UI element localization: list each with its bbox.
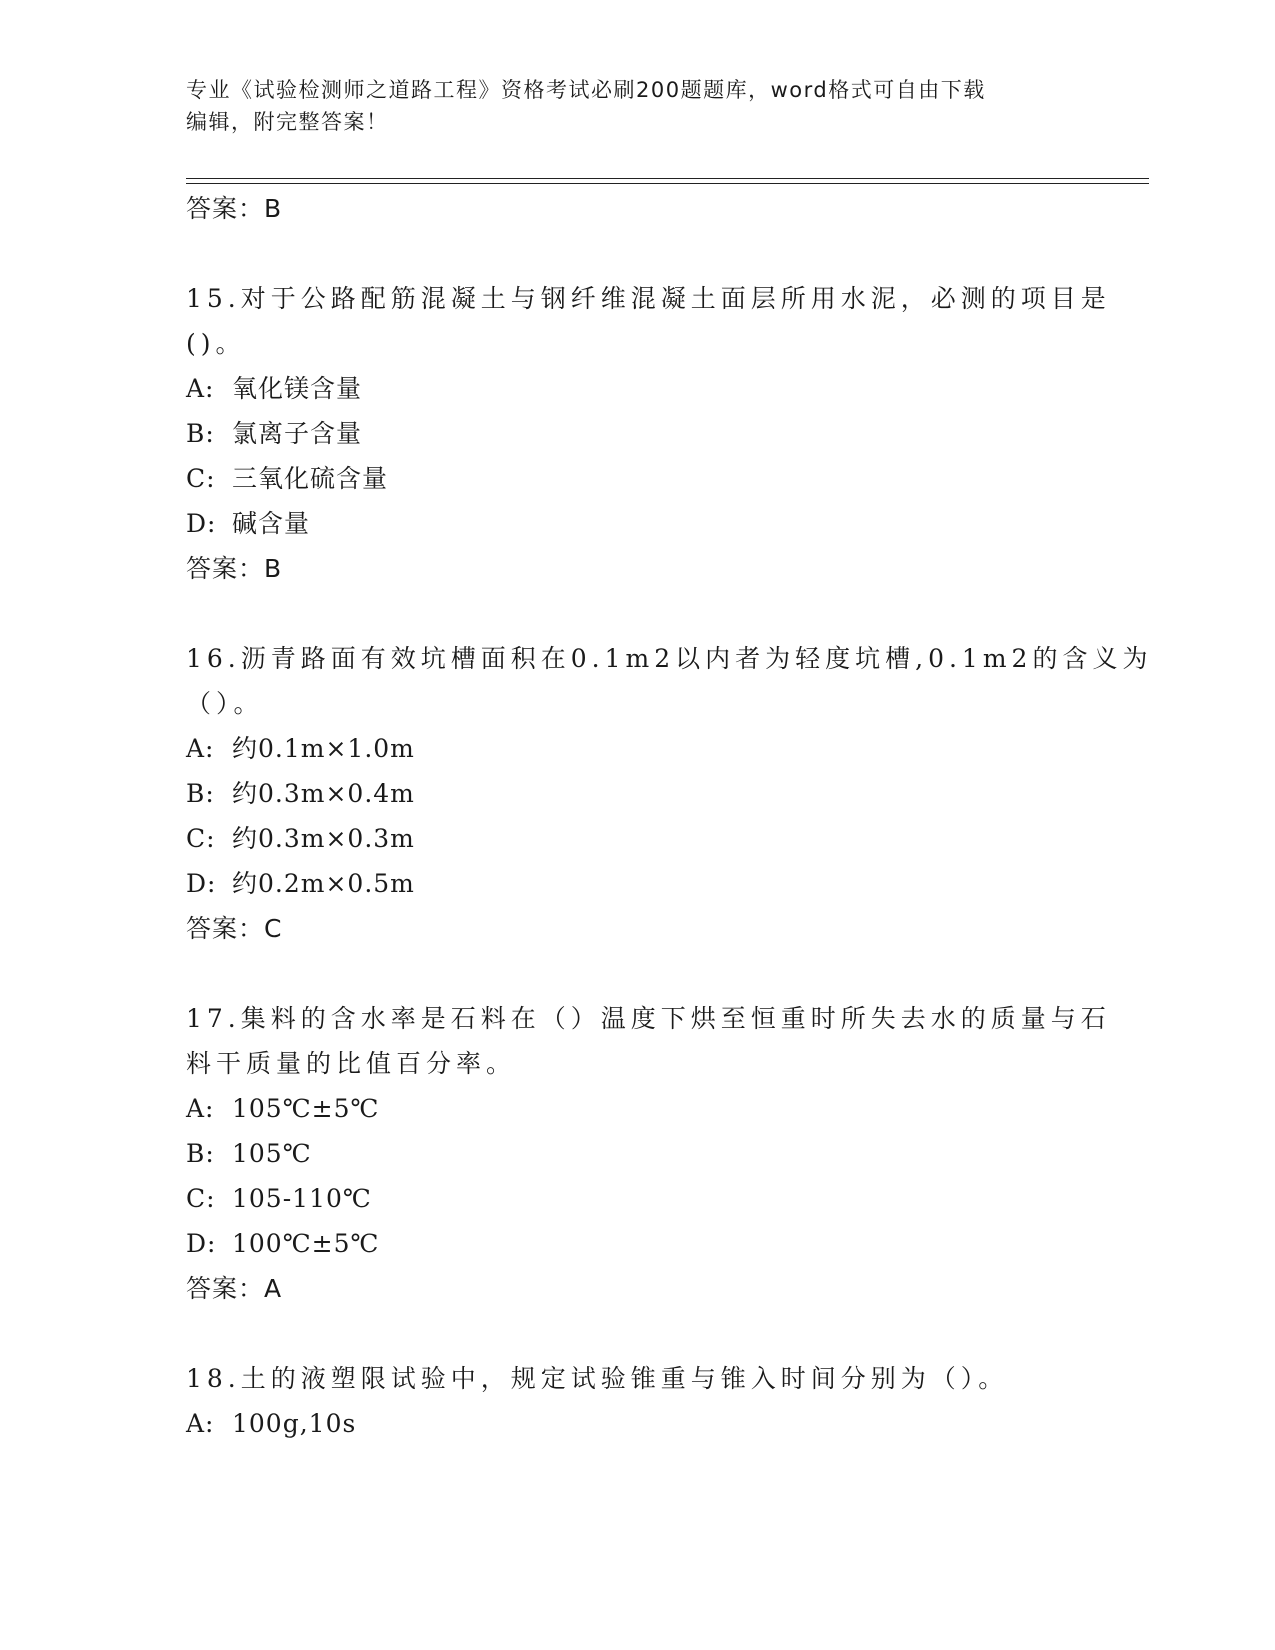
question-stem-line: （）。 [186,689,264,718]
option-a [186,1401,1086,1446]
option-b [186,771,1086,816]
option-text: 氯离子含量 [232,419,363,448]
option-label: C: [186,464,216,493]
option-a [186,366,1086,411]
option-c [186,1176,1086,1221]
option-label: A: [186,1094,215,1123]
header-divider-bottom [186,183,1149,184]
option-c [186,456,1086,501]
option-text: 100℃±5℃ [232,1229,380,1258]
question-block [186,276,1111,591]
option-a [186,726,1086,771]
question-stem [186,996,1111,1086]
option-label: B: [186,1139,215,1168]
question-stem-line: 16.沥青路面有效坑槽面积在0.1m2以内者为轻度坑槽,0.1m2的含义为 [186,644,1153,673]
header-line-1: 专业《试验检测师之道路工程》资格考试必刷200题题库，word格式可自由下载 [186,78,986,102]
option-text: 105℃±5℃ [232,1094,380,1123]
option-label: C: [186,1184,216,1213]
option-text: 约0.3m×0.3m [232,824,415,853]
option-text: 约0.3m×0.4m [232,779,415,808]
option-label: A: [186,734,215,763]
option-label: A: [186,374,215,403]
option-label: C: [186,824,216,853]
option-label: B: [186,779,215,808]
option-b [186,411,1086,456]
option-d [186,1221,1086,1266]
option-b [186,1131,1086,1176]
option-d [186,501,1086,546]
question-block [186,636,1153,951]
answer-line: 答案：A [186,1274,283,1303]
question-stem [186,1356,1086,1401]
question-block [186,1356,1086,1446]
option-text: 约0.1m×1.0m [232,734,415,763]
option-label: D: [186,1229,217,1258]
question-stem-line: ()。 [186,329,246,358]
option-text: 105-110℃ [232,1184,372,1213]
option-label: D: [186,869,217,898]
option-text: 碱含量 [232,509,311,538]
question-stem-line: 15.对于公路配筋混凝土与钢纤维混凝土面层所用水泥，必测的项目是 [186,284,1111,313]
option-text: 三氧化硫含量 [232,464,389,493]
answer-line: 答案：B [186,554,283,583]
option-label: D: [186,509,217,538]
question-list [186,186,1153,1446]
question-stem [186,636,1153,726]
option-text: 100g,10s [232,1409,357,1438]
option-text: 氧化镁含量 [232,374,363,403]
option-d [186,861,1086,906]
header-divider-top [186,178,1149,179]
option-text: 105℃ [232,1139,312,1168]
answer-line: 答案：B [186,194,283,223]
option-text: 约0.2m×0.5m [232,869,415,898]
option-a [186,1086,1086,1131]
answer-line: 答案：C [186,914,283,943]
question-stem-line: 17.集料的含水率是石料在（）温度下烘至恒重时所失去水的质量与石 [186,1004,1111,1033]
header-line-2: 编辑，附完整答案！ [186,110,389,134]
option-label: A: [186,1409,215,1438]
question-block [186,996,1111,1311]
option-label: B: [186,419,215,448]
question-stem-line: 18.土的液塑限试验中，规定试验锥重与锥入时间分别为（）。 [186,1364,1009,1393]
question-stem-line: 料干质量的比值百分率。 [186,1049,517,1078]
document-header [186,74,1066,138]
option-c [186,816,1086,861]
question-stem [186,276,1111,366]
